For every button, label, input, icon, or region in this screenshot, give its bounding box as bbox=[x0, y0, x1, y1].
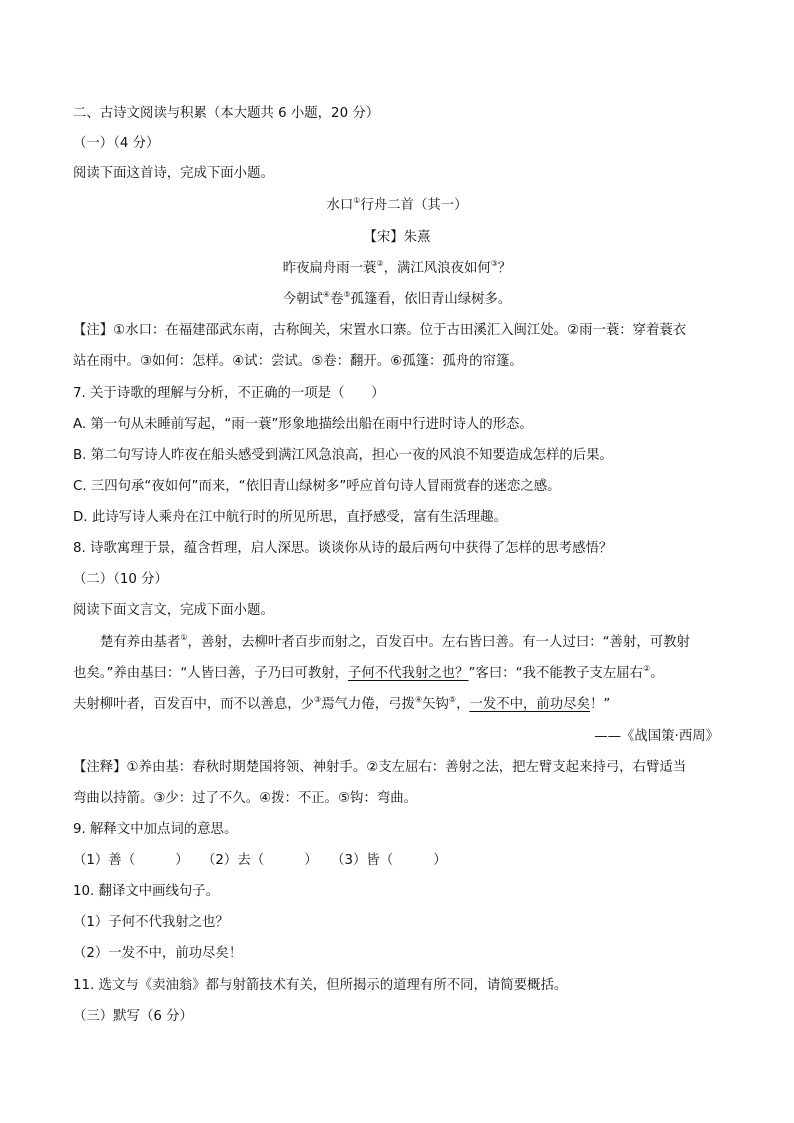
question-7-option-b: B. 第二句写诗人昨夜在船头感受到满江风急浪高，担心一夜的风浪不知要造成怎样的后果。 bbox=[73, 448, 613, 463]
question-9-items: （1）善（ ） （2）去（ ） （3）皆（ ） bbox=[73, 853, 447, 868]
poem-author: 【宋】朱熹 bbox=[363, 230, 431, 245]
part-one-instruction: 阅读下面这首诗，完成下面小题。 bbox=[73, 166, 274, 181]
section-title: 二、古诗文阅读与积累（本大题共 6 小题，20 分） bbox=[73, 106, 380, 121]
question-7-stem: 7. 关于诗歌的理解与分析，不正确的一项是（ ） bbox=[73, 386, 385, 401]
question-10-sentence-1: （1）子何不代我射之也？ bbox=[73, 915, 229, 930]
poem-title: 水口①行舟二首（其一） bbox=[326, 196, 468, 213]
question-9-stem: 9. 解释文中加点词的意思。 bbox=[73, 822, 238, 837]
question-7-option-d: D. 此诗写诗人乘舟在江中航行时的所见所思，直抒感受，富有生活理趣。 bbox=[73, 510, 507, 525]
poem-note-line-1: 【注】①水口：在福建邵武东南，古称闽关，宋置水口寨。位于古田溪汇入闽江处。②雨一蓑：穿着蓑衣 bbox=[73, 323, 687, 338]
question-10-sentence-2: （2）一发不中，前功尽矣！ bbox=[73, 946, 243, 961]
passage-source: ——《战国策·西周》 bbox=[594, 729, 719, 744]
part-two-heading: （二）（10 分） bbox=[73, 572, 168, 587]
poem-note-line-2: 站在雨中。③如何：怎样。④试：尝试。⑤卷：翻开。⑥孤篷：孤舟的帘篷。 bbox=[73, 354, 523, 369]
passage-line-3: 夫射柳叶者，百发百中，而不以善息，少③焉气力倦，弓拨④矢钩⑤，一发不中，前功尽矣！” bbox=[73, 695, 611, 712]
underlined-sentence-1: 子何不代我射之也？ bbox=[348, 666, 469, 681]
part-three-heading: （三）默写（6 分） bbox=[73, 1009, 193, 1024]
part-two-instruction: 阅读下面文言文，完成下面小题。 bbox=[73, 603, 274, 618]
passage-line-1: 楚有养由基者①，善射，去柳叶者百步而射之，百发百中。左右皆曰善。有一人过曰：“善射，可教射 bbox=[100, 633, 690, 650]
passage-line-2: 也矣。”养由基曰：“人皆曰善，子乃曰可教射，子何不代我射之也？”客曰：“我不能教子支左屈右②。 bbox=[73, 664, 664, 681]
passage-note-line-2: 弯曲以持箭。③少：过了不久。④拨：不正。⑤钩：弯曲。 bbox=[73, 791, 417, 806]
underlined-sentence-2: 一发不中，前功尽矣 bbox=[469, 697, 590, 712]
part-one-heading: （一）（4 分） bbox=[73, 136, 160, 151]
poem-line-1: 昨夜扁舟雨一蓑②，满江风浪夜如何③？ bbox=[282, 259, 512, 276]
passage-note-line-1: 【注释】①养由基：春秋时期楚国将领、神射手。②支左屈右：善射之法，把左臂支起来持弓，右臂适当 bbox=[73, 760, 687, 775]
question-11: 11. 选文与《卖油翁》都与射箭技术有关，但所揭示的道理有所不同，请简要概括。 bbox=[73, 978, 568, 993]
question-8: 8. 诗歌寓理于景，蕴含哲理，启人深思。谈谈你从诗的最后两句中获得了怎样的思考感悟？ bbox=[73, 541, 613, 556]
poem-line-2: 今朝试④卷⑤孤篷看，依旧青山绿树多。 bbox=[282, 290, 512, 307]
question-7-option-a: A. 第一句从未睡前写起，“雨一蓑”形象地描绘出船在雨中行进时诗人的形态。 bbox=[73, 417, 533, 432]
question-7-option-c: C. 三四句承“夜如何”而来，“依旧青山绿树多”呼应首句诗人冒雨赏春的迷恋之感。 bbox=[73, 479, 561, 494]
question-10-stem: 10. 翻译文中画线句子。 bbox=[73, 884, 220, 899]
